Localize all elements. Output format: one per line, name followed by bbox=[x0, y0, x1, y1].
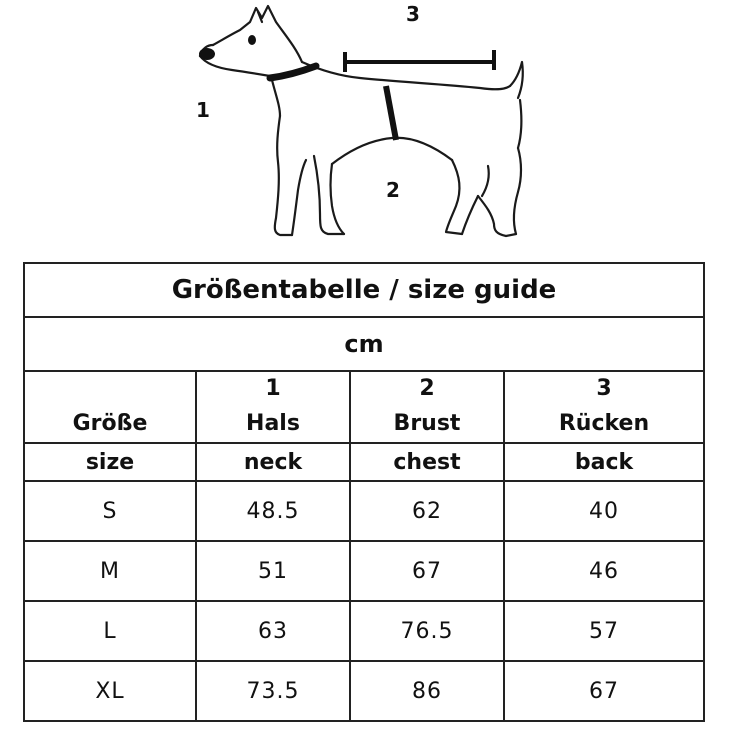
size-header-english: size bbox=[24, 443, 196, 481]
table-row bbox=[24, 541, 704, 601]
back-value-cell: 40 bbox=[504, 481, 704, 541]
table-row bbox=[24, 601, 704, 661]
neck-value-cell: 63 bbox=[196, 601, 350, 661]
dog-measurement-diagram bbox=[0, 0, 736, 250]
table-row bbox=[24, 661, 704, 721]
title-row bbox=[24, 263, 704, 317]
chest-value-cell: 62 bbox=[350, 481, 504, 541]
english-header-row bbox=[24, 443, 704, 481]
chest-value-cell: 67 bbox=[350, 541, 504, 601]
back-value-cell: 46 bbox=[504, 541, 704, 601]
unit-label: cm bbox=[24, 317, 704, 371]
back-header-english: back bbox=[504, 443, 704, 481]
column-number-neck: 1 bbox=[196, 371, 350, 405]
column-number-row bbox=[24, 371, 704, 405]
neck-header-english: neck bbox=[196, 443, 350, 481]
neck-header-german: Hals bbox=[196, 405, 350, 443]
chest-value-cell: 76.5 bbox=[350, 601, 504, 661]
neck-value-cell: 51 bbox=[196, 541, 350, 601]
size-header-german: Größe bbox=[24, 405, 196, 443]
back-value-cell: 67 bbox=[504, 661, 704, 721]
chest-header-english: chest bbox=[350, 443, 504, 481]
size-cell: S bbox=[24, 481, 196, 541]
blank-header-cell bbox=[24, 371, 196, 405]
table-title: Größentabelle / size guide bbox=[24, 263, 704, 317]
column-number-chest: 2 bbox=[350, 371, 504, 405]
size-guide-table-wrap bbox=[23, 262, 703, 722]
chest-label-number: 2 bbox=[386, 178, 400, 202]
back-value-cell: 57 bbox=[504, 601, 704, 661]
neck-value-cell: 48.5 bbox=[196, 481, 350, 541]
back-label-number: 3 bbox=[406, 2, 420, 26]
unit-row bbox=[24, 317, 704, 371]
chest-value-cell: 86 bbox=[350, 661, 504, 721]
chest-header-german: Brust bbox=[350, 405, 504, 443]
neck-value-cell: 73.5 bbox=[196, 661, 350, 721]
dog-illustration bbox=[0, 0, 736, 250]
size-cell: XL bbox=[24, 661, 196, 721]
size-guide-table bbox=[23, 262, 705, 722]
column-number-back: 3 bbox=[504, 371, 704, 405]
german-header-row bbox=[24, 405, 704, 443]
size-cell: L bbox=[24, 601, 196, 661]
table-row bbox=[24, 481, 704, 541]
neck-label-number: 1 bbox=[196, 98, 210, 122]
size-cell: M bbox=[24, 541, 196, 601]
back-header-german: Rücken bbox=[504, 405, 704, 443]
